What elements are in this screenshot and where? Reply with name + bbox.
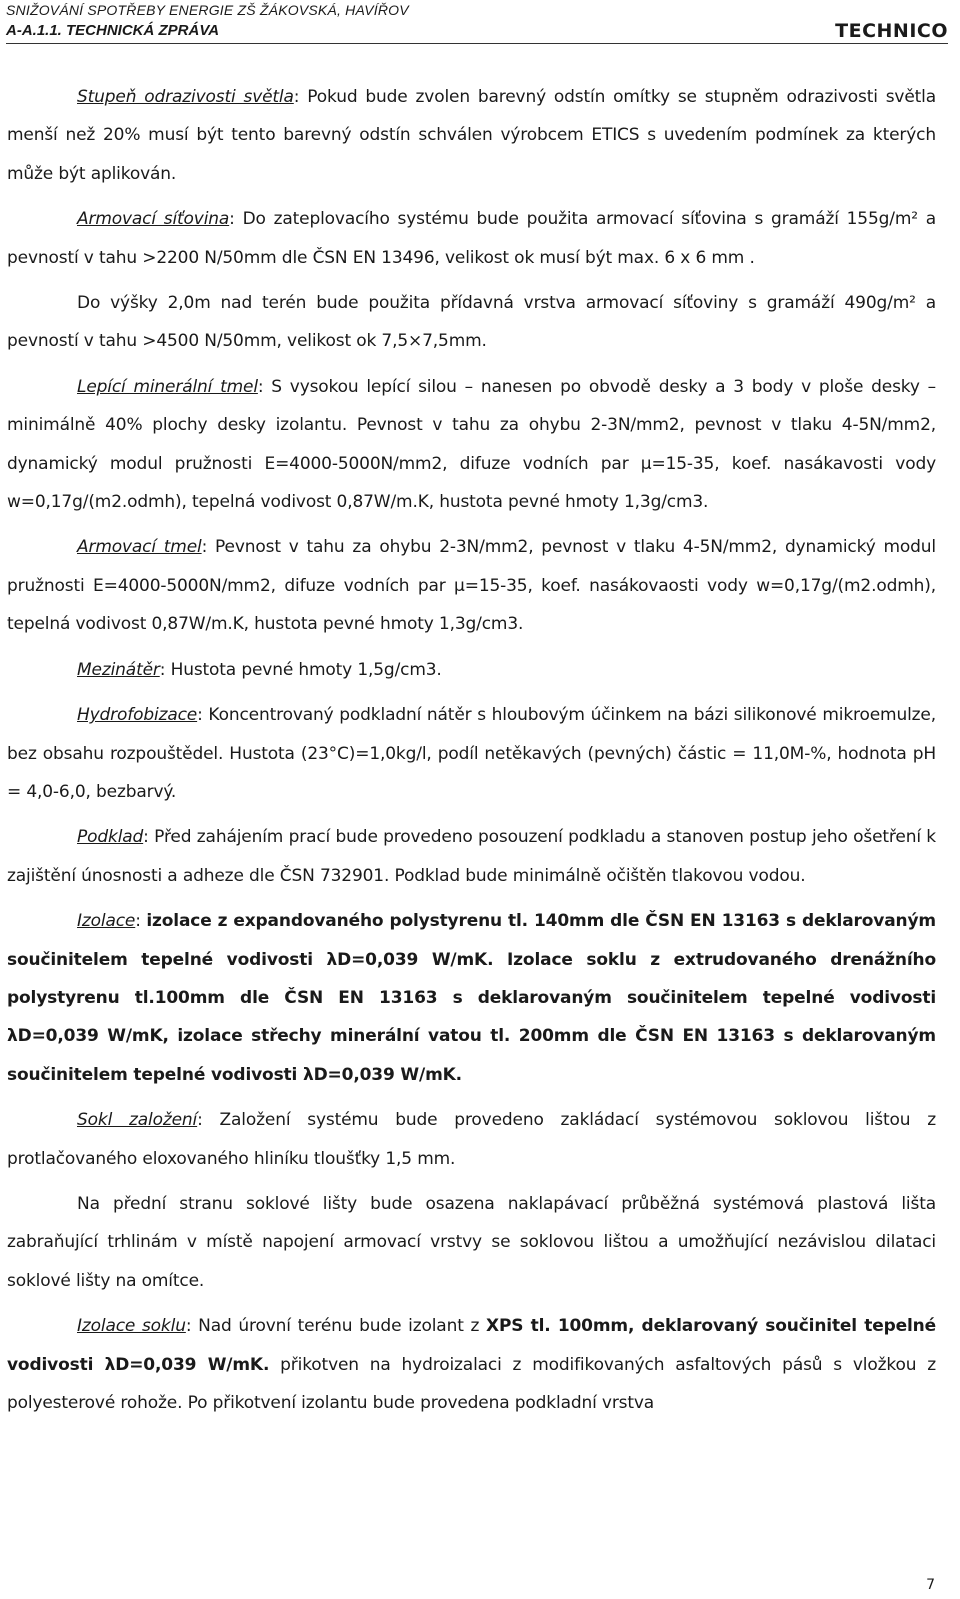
paragraph-reflectance: Stupeň odrazivosti světla: Pokud bude zvolen barevný odstín omítky se stupněm odrazivosti světla menší než 20% musí být tento barevný odstín schválen výrobcem ETICS s uvedením podmínek za kterých může být aplikován. xyxy=(7,87,936,184)
paragraph-label: Izolace xyxy=(77,911,136,932)
page-header xyxy=(6,2,948,44)
paragraph-adhesive: Lepící minerální tmel: S vysokou lepící silou – nanesen po obvodě desky a 3 body v ploše desky – minimálně 40% plochy desky izolantu. Pevnost v tahu za ohybu 2-3N/mm2, pevnost v tlaku 4-5N/mm2, dynamický modul pružnosti E=4000-5000N/mm2, difuze vodních par µ=15-35, koef. nasákavosti vody w=0,17g/(m2.odmh), tepelná vodivost 0,87W/m.K, hustota pevné hmoty 1,3g/cm3. xyxy=(7,376,936,513)
paragraph-label: Lepící minerální tmel xyxy=(77,376,258,397)
paragraph-label: Podklad xyxy=(77,827,144,848)
paragraph-intercoat: Mezinátěr: Hustota pevné hmoty 1,5g/cm3. xyxy=(77,659,442,680)
page-number: 7 xyxy=(926,1577,935,1593)
paragraph-insulation: Izolace: izolace z expandovaného polystyrenu tl. 140mm dle ČSN EN 13163 s deklarovaným součinitelem tepelné vodivosti λD=0,039 W/mK. Izolace soklu z extrudovaného drenážního polystyrenu tl.100mm dle ČSN EN 13163 s deklarovaným součinitelem tepelné vodivosti λD=0,039 W/mK, izolace střechy minerální vatou tl. 200mm dle ČSN EN 13163 s deklarovaným součinitelem tepelné vodivosti λD=0,039 W/mK. xyxy=(7,911,936,1085)
paragraph-label: Sokl založení xyxy=(77,1110,198,1131)
paragraph-plinth-insulation: Izolace soklu: Nad úrovní terénu bude izolant z XPS tl. 100mm, deklarovaný součinitel tepelné vodivosti λD=0,039 W/mK. přikotven na hydroizalaci z modifikovaných asfaltových pásů s vložkou z polyesterové rohože. Po přikotvení izolantu bude provedena podkladní vrstva xyxy=(7,1316,937,1413)
paragraph-base-profile: Sokl založení: Založení systému bude provedeno zakládací systémovou soklovou lištou z protlačovaného eloxovaného hliníku tloušťky 1,5 mm. xyxy=(7,1110,936,1169)
paragraph-label: Armovací tmel xyxy=(77,537,202,558)
paragraph-mesh-extra: Do výšky 2,0m nad terén bude použita přídavná vrstva armovací síťoviny s gramáží 490g/m² a pevností v tahu >4500 N/50mm, velikost ok 7,5×7,5mm. xyxy=(7,293,936,352)
document-body xyxy=(7,78,936,1429)
paragraph-mesh: Armovací síťovina: Do zateplovacího systému bude použita armovací síťovina s gramáží 155g/m² a pevností v tahu >2200 N/50mm dle ČSN EN 13496, velikost ok musí být max. 6 x 6 mm . xyxy=(7,209,936,268)
paragraph-label: Stupeň odrazivosti světla xyxy=(77,87,294,107)
paragraph-profile-strip: Na přední stranu soklové lišty bude osazena naklapávací průběžná systémová plastová lišta zabraňující trhlinám v místě napojení armovací vrstvy se soklovou lištou a umožňující nezávislou dilataci soklové lišty na omítce. xyxy=(7,1193,936,1291)
paragraph-label: Izolace soklu xyxy=(77,1316,186,1337)
header-divider xyxy=(6,43,948,44)
paragraph-substrate: Podklad: Před zahájením prací bude provedeno posouzení podkladu a stanoven postup jeho ošetření k zajištění únosnosti a adheze dle ČSN 732901. Podklad bude minimálně očištěn tlakovou vodou. xyxy=(7,827,936,886)
paragraph-base-coat: Armovací tmel: Pevnost v tahu za ohybu 2-3N/mm2, pevnost v tlaku 4-5N/mm2, dynamický modul pružnosti E=4000-5000N/mm2, difuze vodních par µ=15-35, koef. nasákovaosti vody w=0,17g/(m2.odmh), tepelná vodivost 0,87W/m.K, hustota pevné hmoty 1,3g/cm3. xyxy=(7,537,936,635)
paragraph-hydrophobization: Hydrofobizace: Koncentrovaný podkladní nátěr s hloubovým účinkem na bázi silikonové mikroemulze, bez obsahu rozpouštědel. Hustota (23°C)=1,0kg/l, podíl netěkavých (pevných) částic = 11,0M-%, hodnota pH = 4,0-6,0, bezbarvý. xyxy=(7,705,936,802)
paragraph-label: Armovací síťovina xyxy=(77,209,230,230)
company-logo: TECHNICO xyxy=(835,20,948,42)
paragraph-label: Hydrofobizace xyxy=(77,705,198,726)
paragraph-label: Mezinátěr xyxy=(77,659,160,680)
header-document-title: A-A.1.1. TECHNICKÁ ZPRÁVA xyxy=(6,22,220,39)
header-project-title: SNIŽOVÁNÍ SPOTŘEBY ENERGIE ZŠ ŽÁKOVSKÁ, HAVÍŘOV xyxy=(6,2,409,18)
